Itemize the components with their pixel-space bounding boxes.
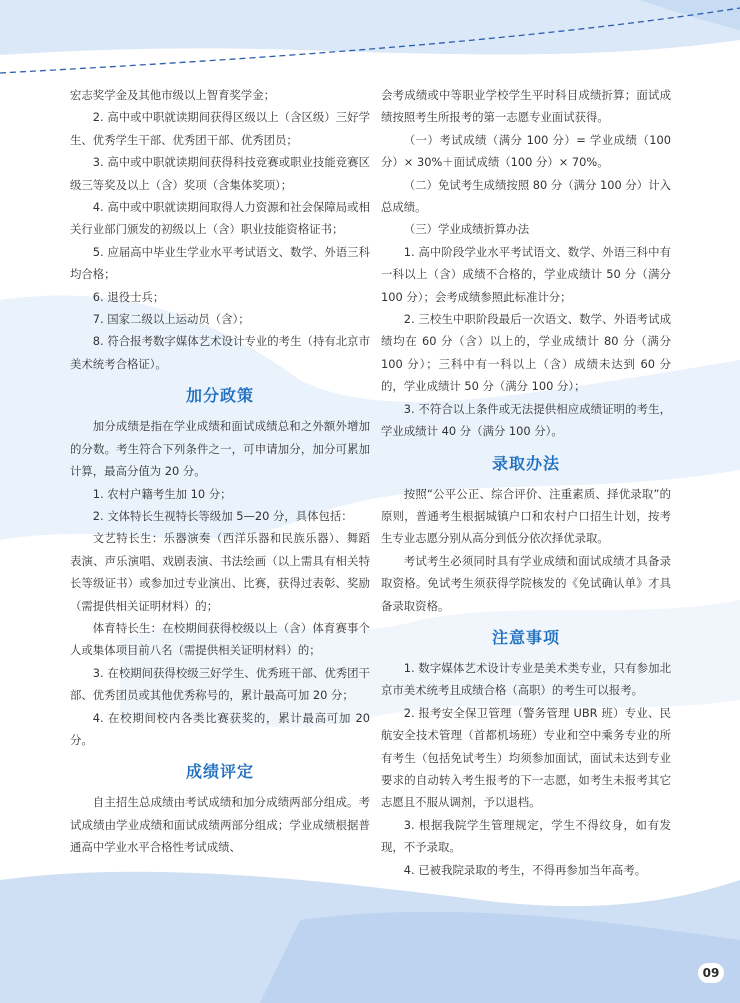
page-number: 09 [698, 963, 724, 983]
section-heading-notices: 注意事项 [491, 627, 560, 647]
list-item: 2. 文体特长生视特长等级加 5—20 分，具体包括： [92, 508, 353, 523]
paragraph: 会考成绩或中等职业学校学生平时科目成绩折算；面试成绩按照考生所报考的第一志愿专业面试获得。 [381, 88, 671, 125]
list-item: 1. 农村户籍考生加 10 分； [92, 486, 232, 501]
section-heading-score-evaluation: 成绩评定 [185, 762, 254, 782]
dashed-divider [0, 0, 740, 90]
list-item: 3. 在校期间获得校级三好学生、优秀班干部、优秀团干部、优秀团员或其他优秀称号的，累计最高可加 20 分； [70, 665, 370, 703]
list-item: 7. 国家二级以上运动员（含）； [92, 312, 250, 327]
paragraph: 自主招生总成绩由考试成绩和加分成绩两部分组成。考试成绩由学业成绩和面试成绩两部分组成；学业成绩根据普通高中学业水平合格性考试成绩、 [70, 795, 370, 855]
right-column [381, 84, 671, 881]
dashed-curve-line [0, 8, 740, 73]
list-item: 5. 应届高中毕业生学业水平考试语文、数学、外语三科均合格； [70, 244, 370, 282]
list-item: 1. 数字媒体艺术设计专业是美术类专业，只有参加北京市美术统考且成绩合格（高职）的考生可以报考。 [381, 660, 671, 698]
subheading: （三）学业成绩折算办法 [403, 222, 530, 237]
list-item: 3. 不符合以上条件或无法提供相应成绩证明的考生，学业成绩计 40 分（满分 100 分）。 [381, 401, 671, 439]
list-item: 4. 高中或中职就读期间取得人力资源和社会保障局或相关行业部门颁发的初级以上（含）职业技能资格证书； [70, 200, 370, 237]
list-item: 2. 报考安全保卫管理（警务管理 UBR 班）专业、民航安全技术管理（首都机场班）专业和空中乘务专业的所有考生（包括免试考生）均须参加面试，面试未达到专业要求的自动转入考生报考的下一志愿，如考生未报考其它志愿且不服从调剂，予以退档。 [381, 705, 671, 810]
list-item: 3. 根据我院学生管理规定，学生不得纹身，如有发现，不予录取。 [381, 817, 671, 855]
paragraph: 考试考生必须同时具有学业成绩和面试成绩才具备录取资格。免试考生须获得学院核发的《免试确认单》才具备录取资格。 [381, 553, 671, 613]
left-column [70, 84, 370, 859]
list-item: 3. 高中或中职就读期间获得科技竞赛或职业技能竞赛区级三等奖及以上（含）奖项（含集体奖项）； [70, 155, 370, 192]
list-item: 4. 已被我院录取的考生，不得再参加当年高考。 [403, 862, 647, 877]
section-heading-bonus-policy: 加分政策 [185, 386, 254, 406]
formula-item: （一）考试成绩（满分 100 分）= 学业成绩（100 分）× 30%＋面试成绩（100 分）× 70%。 [381, 132, 671, 170]
list-item: 1. 高中阶段学业水平考试语文、数学、外语三科中有一科以上（含）成绩不合格的，学业成绩计 50 分（满分 100 分）；会考成绩参照此标准计分； [381, 244, 671, 304]
paragraph: 宏志奖学金及其他市级以上智育奖学金； [70, 88, 276, 102]
paragraph: 文艺特长生：乐器演奏（西洋乐器和民族乐器）、舞蹈表演、声乐演唱、戏剧表演、书法绘画（以上需具有相关特长等级证书）或参加过专业演出、比赛，获得过表彰、奖励（需提供相关证明材料）的； [70, 531, 370, 613]
list-item: 4. 在校期间校内各类比赛获奖的，累计最高可加 20 分。 [70, 710, 370, 747]
list-item: 2. 三校生中职阶段最后一次语文、数学、外语考试成绩均在 60 分（含）以上的，学业成绩计 80 分（满分 100 分）；三科中有一科以上（含）成绩未达到 60 分的，学业成绩计 50 分（满分 100 分）； [381, 312, 671, 394]
section-heading-admission-method: 录取办法 [491, 453, 560, 473]
paragraph: 体育特长生：在校期间获得校级以上（含）体育赛事个人或集体项目前八名（需提供相关证明材料）的； [70, 620, 370, 658]
formula-item: （二）免试考生成绩按照 80 分（满分 100 分）计入总成绩。 [381, 177, 671, 215]
list-item: 8. 符合报考数字媒体艺术设计专业的考生（持有北京市美术统考合格证）。 [70, 334, 370, 371]
list-item: 6. 退役士兵； [92, 289, 165, 304]
paragraph: 按照“公平公正、综合评价、注重素质、择优录取”的原则，普通考生根据城镇户口和农村户口招生计划，按考生专业志愿分别从高分到低分依次择优录取。 [381, 486, 671, 546]
paragraph: 加分成绩是指在学业成绩和面试成绩总和之外额外增加的分数。考生符合下列条件之一，可申请加分，加分可累加计算，最高分值为 20 分。 [70, 419, 370, 479]
list-item: 2. 高中或中职就读期间获得区级以上（含区级）三好学生、优秀学生干部、优秀团干部、优秀团员； [70, 110, 370, 147]
